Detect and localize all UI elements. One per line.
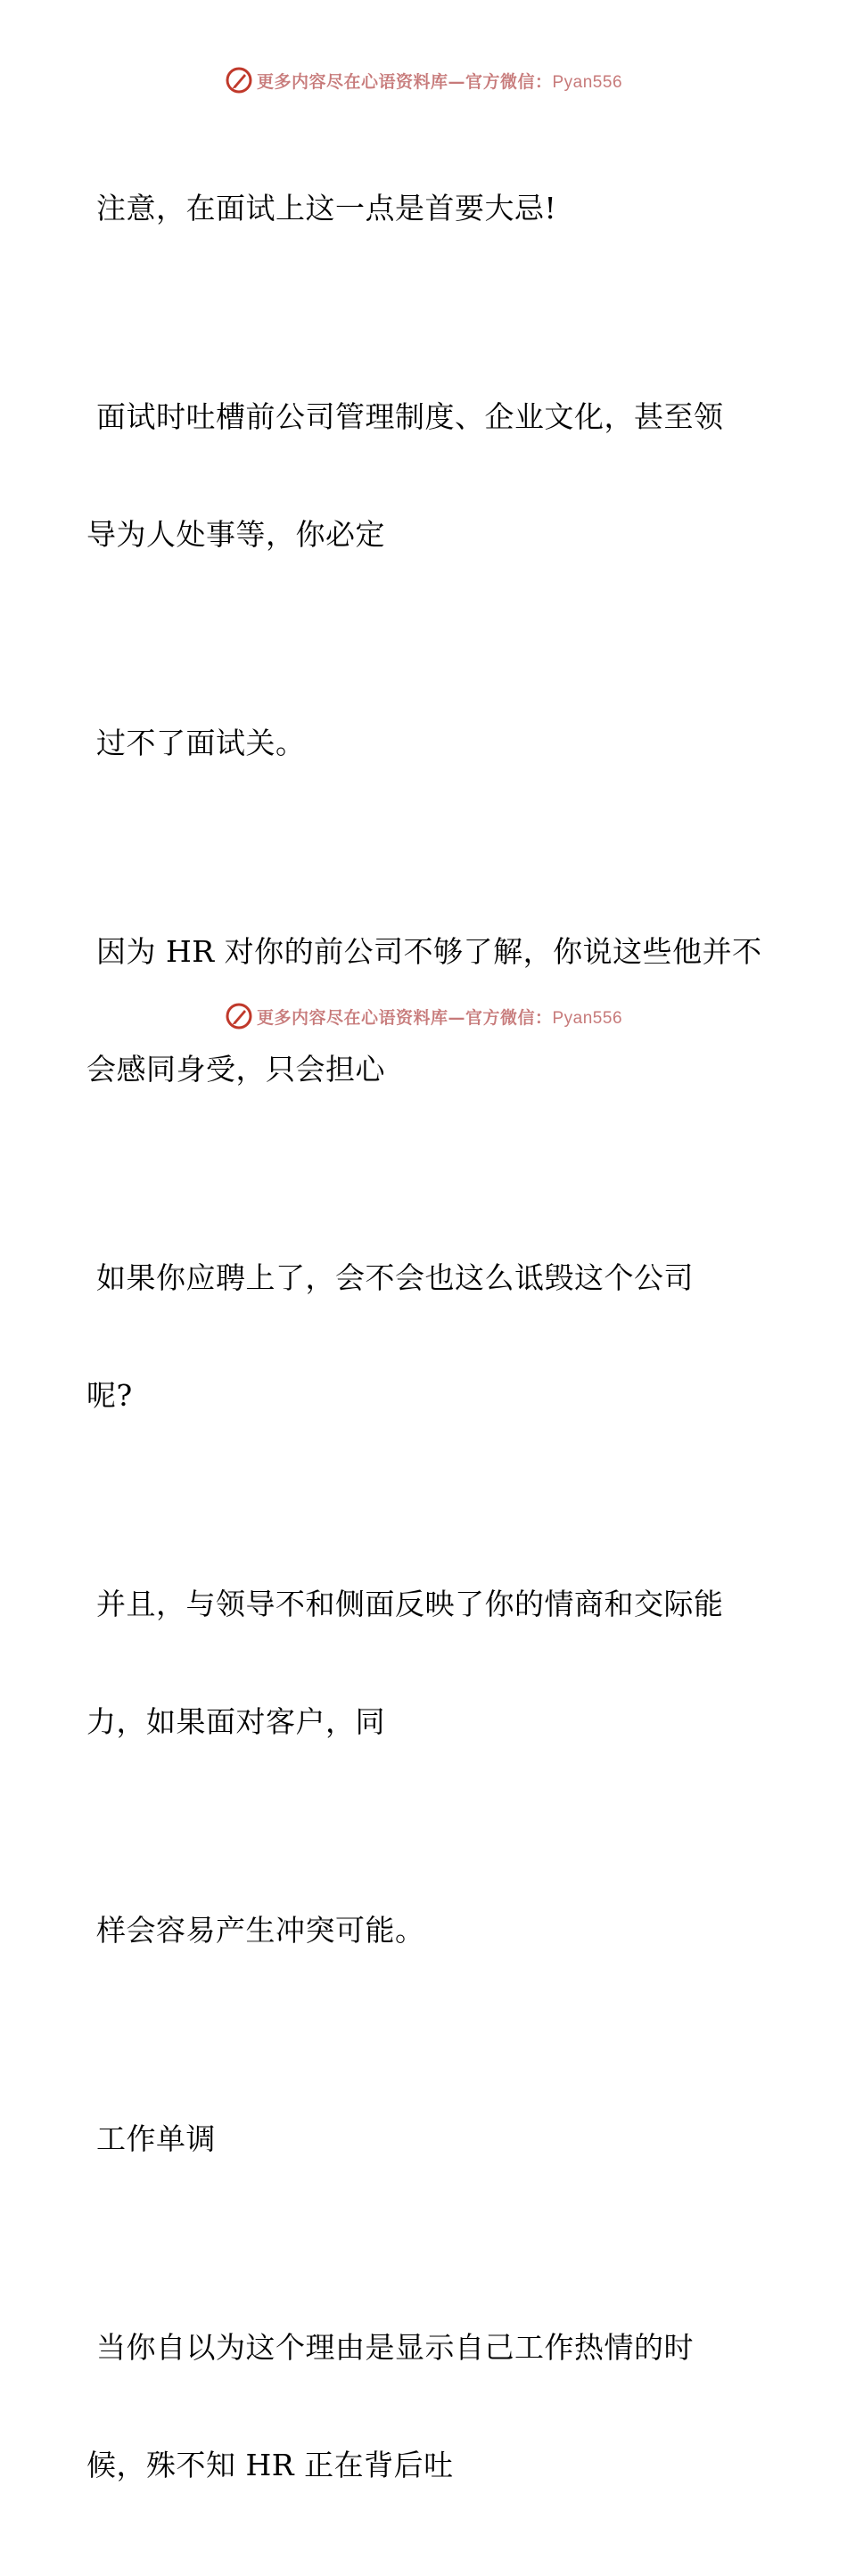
paragraph-line: 面试时吐槽前公司管理制度、企业文化，甚至领 — [86, 399, 724, 434]
paragraph-7 — [86, 1833, 764, 2029]
quill-logo-icon — [225, 1002, 253, 1030]
watermark-text: 更多内容尽在心语资料库—官方微信：Pyan556 — [256, 71, 623, 92]
paragraph-line: 如果你应聘上了，会不会也这么诋毁这个公司 — [86, 1260, 694, 1295]
paragraph-line: 样会容易产生冲突可能。 — [86, 1913, 425, 1948]
paragraph-line: 候，殊不知 HR 正在背后吐 — [86, 2448, 454, 2482]
wechat-id: Pyan556 — [552, 1008, 623, 1028]
paragraph-line: 并且，与领导不和侧面反映了你的情商和交际能 — [86, 1587, 724, 1621]
paragraph-1 — [86, 111, 764, 307]
paragraph-line: 导为人处事等，你必定 — [86, 517, 385, 552]
paragraph-3 — [86, 645, 764, 841]
header-watermark-banner — [0, 62, 847, 98]
paragraph-line: 注意，在面试上这一点是首要大忌! — [86, 191, 557, 226]
footer-watermark-banner — [0, 998, 847, 1034]
wechat-id: Pyan556 — [552, 72, 623, 92]
paragraph-5 — [86, 1180, 764, 1494]
paragraph-6 — [86, 1506, 764, 1820]
section-heading — [86, 2041, 764, 2237]
paragraph-line: 因为 HR 对你的前公司不够了解，你说这些他并不 — [86, 934, 762, 969]
watermark-text: 更多内容尽在心语资料库—官方微信：Pyan556 — [256, 1007, 623, 1028]
paragraph-2 — [86, 319, 764, 633]
paragraph-line: 工作单调 — [86, 2121, 216, 2156]
quill-logo-icon — [225, 66, 253, 94]
paragraph-line: 呢? — [86, 1378, 133, 1413]
paragraph-line: 当你自以为这个理由是显示自己工作热情的时 — [86, 2330, 694, 2365]
paragraph-9 — [86, 2250, 764, 2564]
paragraph-line: 力，如果面对客户，同 — [86, 1704, 385, 1739]
paragraph-line: 会感同身受，只会担心 — [86, 1052, 385, 1087]
document-body — [86, 111, 764, 2576]
paragraph-line: 过不了面试关。 — [86, 726, 306, 760]
